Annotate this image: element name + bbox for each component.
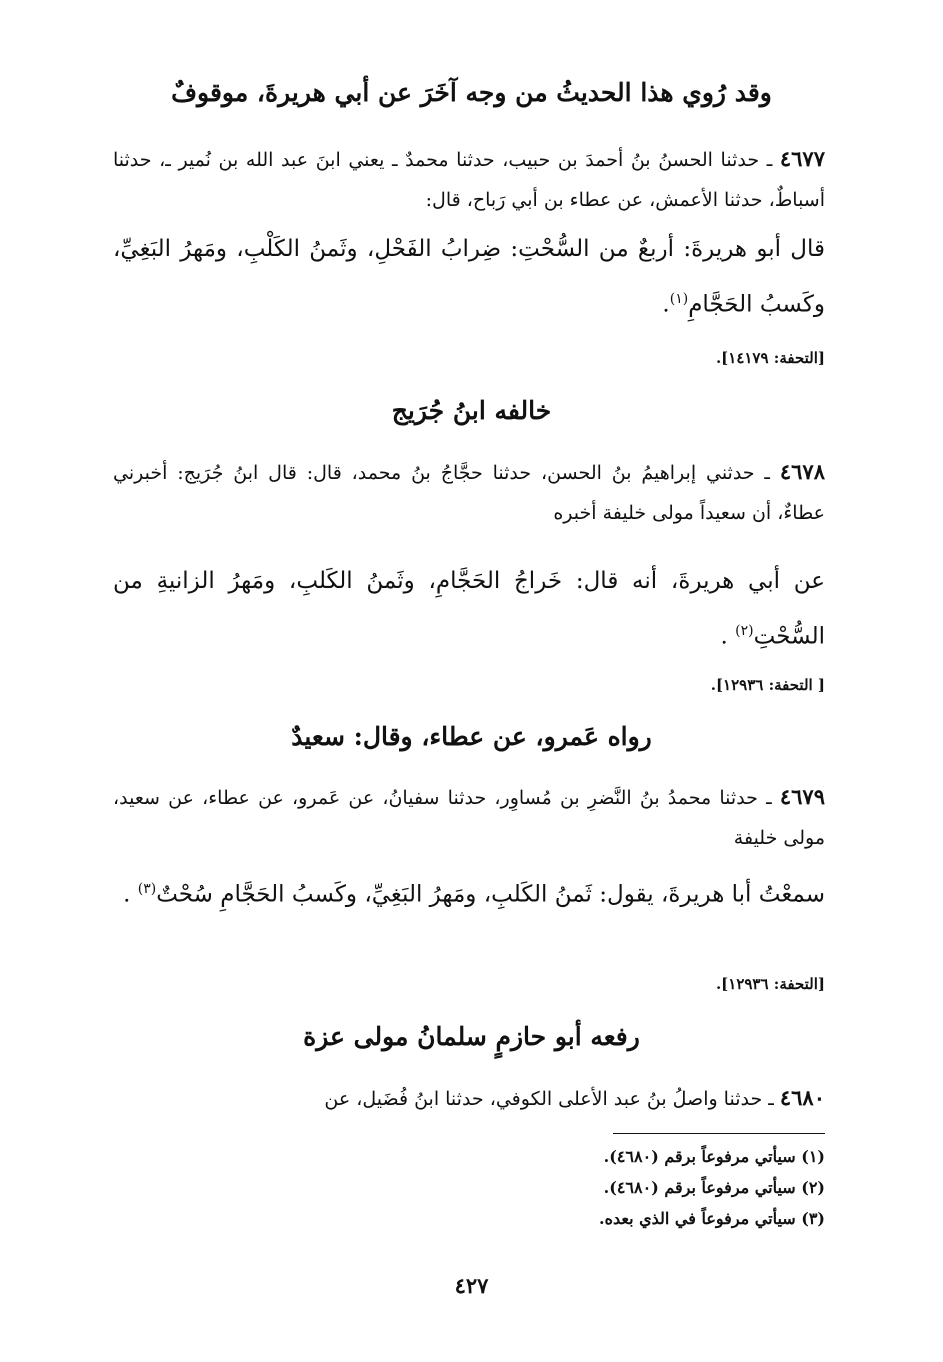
isnad-text: ـ حدثنا واصلُ بنُ عبد الأعلى الكوفي، حدثنا ابنُ فُضَيل، عن [324, 1088, 774, 1110]
hadith-number: ٤٦٨٠ [779, 1085, 825, 1110]
hadith-matn: قال أبو هريرةَ: أربعٌ من السُّحْتِ: ضِرابُ الفَحْلِ، وثَمنُ الكَلْبِ، ومَهرُ البَغِيِّ، وكَسبُ الحَجَّامِ$^{(١)}$. [113, 236, 825, 318]
hadith-matn: سمعْتُ أبا هريرةَ، يقول: ثَمنُ الكَلبِ، ومَهرُ البَغِيِّ، وكَسبُ الحَجَّامِ سُحْتٌ$^{(٣)}$ . [123, 881, 825, 908]
hadith-isnad [113, 139, 825, 220]
tuhfa-reference: [ التحفة: ١٢٩٣٦]. [710, 676, 825, 694]
footnote: (١) سيأتي مرفوعاً برقم (٤٦٨٠). [603, 1147, 825, 1166]
footnote-ref[interactable]: (٣) [137, 881, 157, 897]
footnote-ref[interactable]: (٢) [735, 623, 754, 639]
footnote-separator [613, 1133, 825, 1134]
matn-text: عن أبي هريرةَ، أنه قال: خَراجُ الحَجَّامِ، وثَمنُ الكَلبِ، ومَهرُ الزانيةِ من السُّحْتِ [113, 568, 825, 650]
isnad-text: ـ حدثني إبراهيمُ بنُ الحسن، حدثنا حجَّاجُ بنُ محمد، قال: قال ابنُ جُرَيج: أخبرني عطاءٌ، أن سعيداً مولى خليفة أخبره [113, 462, 825, 524]
tuhfa-reference: [التحفة: ١٢٩٣٦]. [715, 975, 825, 993]
section-heading: رفعه أبو حازمٍ سلمانُ مولى عزة [303, 1022, 640, 1051]
section-heading: رواه عَمرو، عن عطاء، وقال: سعيدٌ [291, 722, 652, 751]
hadith-matn: عن أبي هريرةَ، أنه قال: خَراجُ الحَجَّامِ، وثَمنُ الكَلبِ، ومَهرُ الزانيةِ من السُّحْتِ$^{(٢)}$ . [113, 568, 825, 650]
isnad-text: ـ حدثنا محمدُ بنُ النَّضرِ بن مُساوِر، حدثنا سفيانُ، عن عَمرو، عن عطاء، عن سعيد، مولى خليفة [113, 787, 825, 849]
hadith-isnad [113, 1078, 825, 1119]
hadith-number: ٤٦٧٧ [779, 146, 825, 171]
footnote-ref[interactable]: (١) [669, 291, 689, 307]
page-number: ٤٢٧ [454, 1273, 489, 1298]
isnad-text: ـ حدثنا الحسنُ بنُ أحمدَ بن حبيب، حدثنا محمدٌ ـ يعني ابنَ عبد الله بن نُمير ـ، حدثنا أسباطٌ، حدثنا الأعمش، عن عطاء بن أبي رَباح، قال: [113, 149, 825, 211]
tuhfa-reference: [التحفة: ١٤١٧٩]. [715, 349, 825, 367]
hadith-number: ٤٦٧٨ [779, 459, 825, 484]
footnote: (٣) سيأتي مرفوعاً في الذي بعده. [599, 1209, 825, 1228]
matn-text: قال أبو هريرةَ: أربعٌ من السُّحْتِ: ضِرابُ الفَحْلِ، وثَمنُ الكَلْبِ، ومَهرُ البَغِيِّ، وكَسبُ الحَجَّامِ [113, 236, 825, 318]
hadith-isnad [113, 777, 825, 858]
matn-text: سمعْتُ أبا هريرةَ، يقول: ثَمنُ الكَلبِ، ومَهرُ البَغِيِّ، وكَسبُ الحَجَّامِ سُحْتٌ [156, 881, 825, 908]
hadith-isnad [113, 452, 825, 533]
section-heading: وقد رُوي هذا الحديثُ من وجه آخَرَ عن أبي هريرةَ، موقوفٌ [171, 78, 772, 107]
section-heading: خالفه ابنُ جُرَيج [391, 396, 552, 425]
footnote: (٢) سيأتي مرفوعاً برقم (٤٦٨٠). [603, 1178, 825, 1197]
hadith-number: ٤٦٧٩ [779, 784, 825, 809]
